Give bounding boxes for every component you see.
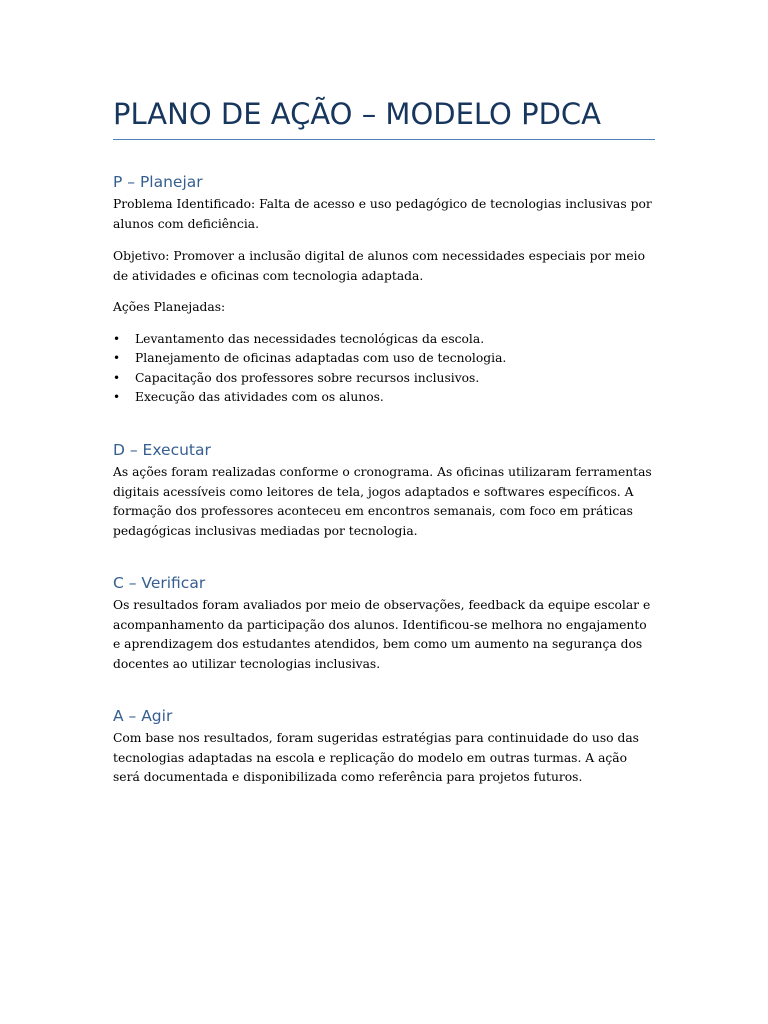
section-heading-plan: P – Planejar [113, 173, 203, 191]
list-item-text: Execução das atividades com os alunos. [135, 389, 384, 404]
title-divider [113, 139, 655, 140]
plan-actions-list [113, 330, 655, 407]
bullet-icon: • [113, 351, 121, 366]
bullet-icon: • [113, 332, 121, 346]
do-text: As ações foram realizadas conforme o cronograma. As oficinas utilizaram ferramentas digitais acessíveis como leitores de tela, jogos adaptados e softwares específicos. A formação dos professores aconteceu em encontros semanais, com foco em práticas pedagógicas inclusivas mediadas por tecnologia. [113, 465, 652, 538]
section-heading-act: A – Agir [113, 707, 173, 725]
plan-objective-text: Objetivo: Promover a inclusão digital de alunos com necessidades especiais por meio de atividades e oficinas com tecnologia adaptada. [113, 249, 645, 283]
check-text: Os resultados foram avaliados por meio de observações, feedback da equipe escolar e acompanhamento da participação dos alunos. Identificou-se melhora no engajamento e aprendizagem dos estudantes atendidos, bem como um aumento na segurança dos docentes ao utilizar tecnologias inclusivas. [113, 598, 651, 671]
plan-actions-label: Ações Planejadas: [113, 300, 226, 314]
list-item-text: Levantamento das necessidades tecnológicas da escola. [135, 332, 485, 346]
section-heading-do: D – Executar [113, 441, 211, 459]
list-item-text: Planejamento de oficinas adaptadas com uso de tecnologia. [135, 351, 507, 366]
plan-problem-text: Problema Identificado: Falta de acesso e uso pedagógico de tecnologias inclusivas por alunos com deficiência. [113, 197, 652, 231]
bullet-icon: • [113, 370, 121, 385]
page-title: PLANO DE AÇÃO – MODELO PDCA [113, 97, 602, 131]
list-item [113, 369, 655, 388]
list-item [113, 330, 655, 349]
act-text: Com base nos resultados, foram sugeridas estratégias para continuidade do uso das tecnologias adaptadas na escola e replicação do modelo em outras turmas. A ação será documentada e disponibilizada como referência para projetos futuros. [113, 731, 639, 784]
list-item [113, 388, 655, 407]
section-heading-check: C – Verificar [113, 574, 206, 592]
bullet-icon: • [113, 389, 121, 404]
list-item-text: Capacitação dos professores sobre recursos inclusivos. [135, 370, 480, 385]
list-item [113, 349, 655, 368]
